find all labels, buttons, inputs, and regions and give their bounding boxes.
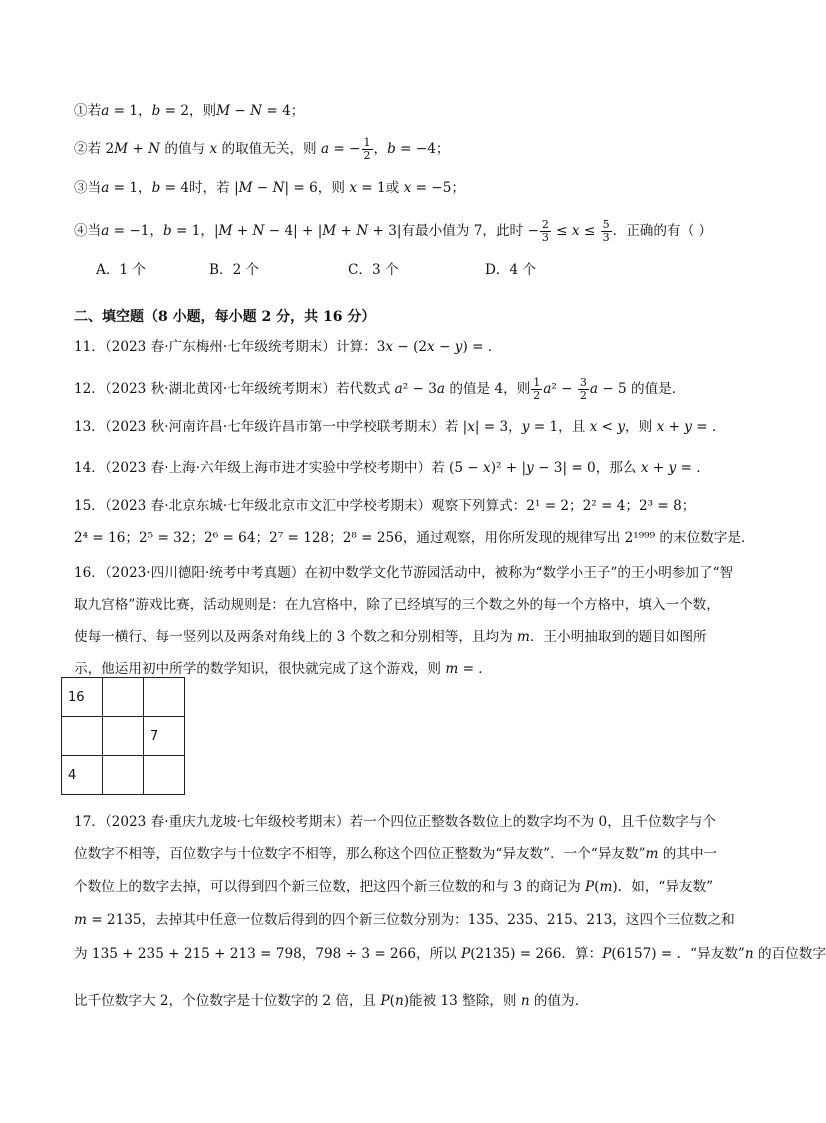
option-d[interactable]: D．4 个 xyxy=(485,262,537,278)
grid-row xyxy=(62,678,185,717)
fraction: $\frac{1}{2}$ xyxy=(363,136,371,162)
grid-cell: 16 xyxy=(62,678,103,717)
fraction: $\frac{1}{2}$ xyxy=(533,376,541,402)
grid-row xyxy=(62,717,185,756)
grid-cell xyxy=(103,678,144,717)
question-16-line-3: 使每一横行、每一竖列以及两条对角线上的 3 个数之和分别相等，且均为 m．王小明抽取到的题目如图所 xyxy=(74,629,707,645)
fraction: $\frac{2}{3}$ xyxy=(541,218,549,244)
fraction: $\frac{5}{3}$ xyxy=(602,218,610,244)
question-17-line-2: 位数字不相等，百位数字与十位数字不相等，那么称这个四位正整数为“异友数”．一个“异友数”m 的其中一 xyxy=(74,846,718,862)
question-14: 14．（2023 春·上海·六年级上海市进才实验中学校考期中）若 (5 − x)² + |y − 3| = 0，那么 x + y = ． xyxy=(74,460,710,476)
grid-cell: 7 xyxy=(144,717,185,756)
question-15-line-2: 2⁴ = 16；2⁵ = 32；2⁶ = 64；2⁷ = 128；2⁸ = 256，通过观察，用你所发现的规律写出 2¹⁹⁹⁹ 的末位数字是． xyxy=(74,530,755,546)
question-11: 11．（2023 春·广东梅州·七年级统考期末）计算：3x − (2x − y) = ． xyxy=(74,339,502,355)
question-13: 13．（2023 秋·河南许昌·七年级许昌市第一中学校联考期末）若 |x| = 3，y = 1，且 x < y，则 x + y = ． xyxy=(74,419,726,435)
statement-3: ③当a = 1，b = 4时，若 |M − N| = 6，则 x = 1或 x = −5； xyxy=(74,180,465,196)
question-16-line-2: 取九宫格”游戏比赛，活动规则是：在九宫格中，除了已经填写的三个数之外的每一个方格中，填入一个数， xyxy=(74,597,720,613)
question-17-line-5: 为 135 + 235 + 215 + 213 = 798，798 ÷ 3 = 266，所以 P(2135) = 266．算：P(6157) = ．“异友数”n 的百位数字 xyxy=(74,946,826,962)
grid-cell xyxy=(144,678,185,717)
grid-cell xyxy=(103,717,144,756)
grid-cell: 4 xyxy=(62,756,103,795)
question-16-line-1: 16．（2023·四川德阳·统考中考真题）在初中数学文化节游园活动中，被称为“数学小王子”的王小明参加了“智 xyxy=(74,565,734,581)
section-title: 二、填空题（8 小题，每小题 2 分，共 16 分） xyxy=(74,309,376,325)
statement-2: ②若 2M + N 的值与 x 的取值无关，则 a = − $\frac{1}{2}$ ，b = −4； xyxy=(74,136,450,162)
grid-cell xyxy=(103,756,144,795)
statement-1: ①若a = 1，b = 2，则M − N = 4； xyxy=(74,103,305,119)
nine-square-grid xyxy=(61,677,185,795)
fraction: $\frac{3}{2}$ xyxy=(579,376,587,402)
question-17-line-1: 17．（2023 春·重庆九龙坡·七年级校考期末）若一个四位正整数各数位上的数字均不为 0，且千位数字与个 xyxy=(74,814,716,830)
question-17-line-4: m = 2135，去掉其中任意一位数后得到的四个新三位数分别为：135、235、215、213，这四个三位数之和 xyxy=(74,912,735,928)
grid-cell xyxy=(62,717,103,756)
grid-row xyxy=(62,756,185,795)
question-12: 12．（2023 秋·湖北黄冈·七年级统考期末）若代数式 a² − 3a 的值是 4，则 $\frac{1}{2}$ a² − $\frac{3}{2}$ a − 5 的值是． xyxy=(74,376,686,402)
option-b[interactable]: B．2 个 xyxy=(209,262,260,278)
grid-cell xyxy=(144,756,185,795)
question-16-line-4: 示，他运用初中所学的数学知识，很快就完成了这个游戏，则 m = ． xyxy=(74,661,492,677)
statement-4: ④当a = −1，b = 1，|M + N − 4| + |M + N + 3|有最小值为 7，此时 − $\frac{2}{3}$ ≤ x ≤ $\frac{5}{3}$ ．正确的有（ ） xyxy=(74,218,713,244)
option-a[interactable]: A．1 个 xyxy=(96,262,146,278)
option-c[interactable]: C．3 个 xyxy=(348,262,399,278)
question-15-line-1: 15．（2023 春·北京东城·七年级北京市文汇中学校考期末）观察下列算式：2¹ = 2；2² = 4；2³ = 8； xyxy=(74,498,696,514)
question-17-line-6: 比千位数字大 2，个位数字是十位数字的 2 倍，且 P(n)能被 13 整除，则 n 的值为． xyxy=(74,993,589,1009)
question-17-line-3: 个数位上的数字去掉，可以得到四个新三位数，把这四个新三位数的和与 3 的商记为 P(m)．如，“异友数” xyxy=(74,879,714,895)
